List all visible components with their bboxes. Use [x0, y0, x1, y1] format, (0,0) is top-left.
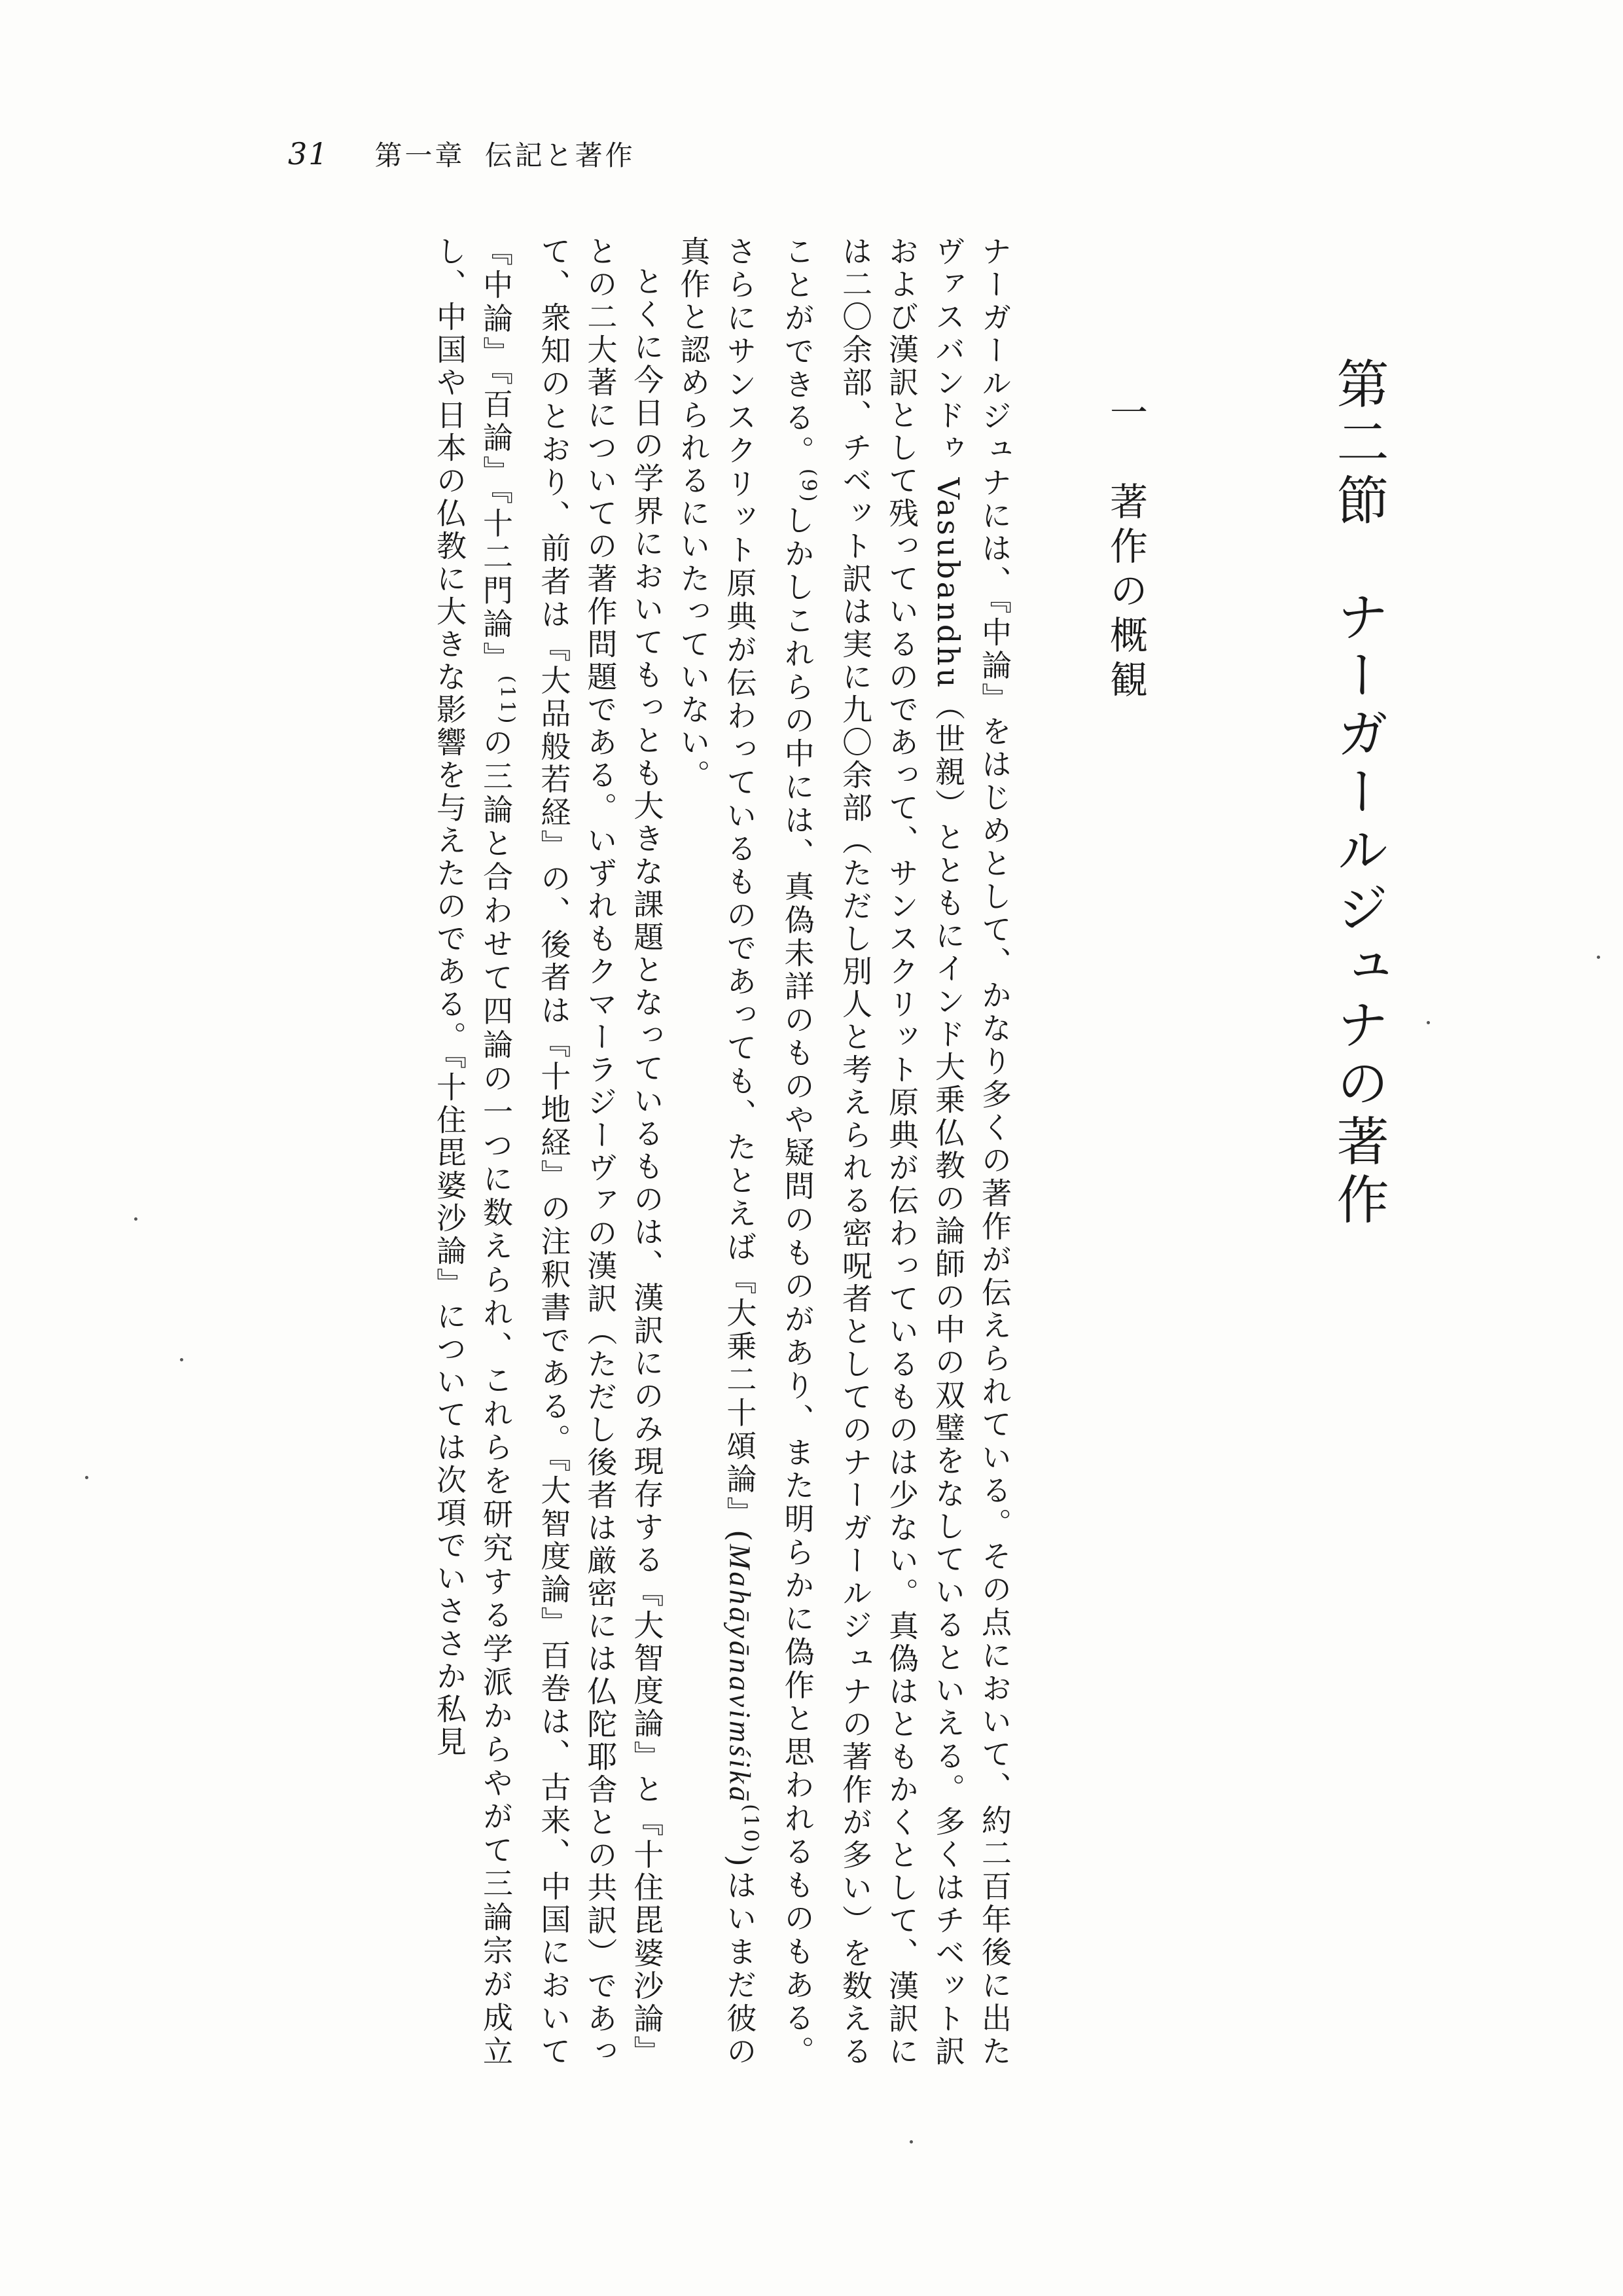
paragraph-2 — [426, 236, 669, 2068]
paragraph-2-text-1: とくに今日の学界においてもっとも大きな課題となっているものは、漢訳にのみ現存する『大智度論』と『十住毘婆沙論』との二大著についての著作問題である。いずれもクマーラジーヴァの漢訳（ただし後者は厳密には仏陀耶舎との共訳）であって、衆知のとおり、前者は『大品般若経』の、後者は『十地経』の注釈書である。『大智度論』百巻は、古来、中国において『中論』『百論』『十二門論』 — [478, 236, 665, 2069]
chapter-label: 第一章 — [374, 139, 465, 171]
scan-speck — [1597, 956, 1600, 959]
scan-speck — [910, 2140, 913, 2144]
scan-speck — [134, 1217, 137, 1221]
scan-speck — [1427, 1021, 1430, 1024]
scan-speck — [180, 1358, 183, 1361]
page-number: 31 — [288, 136, 329, 171]
paragraph-1-text-2: しかしこれらの中には、真偽未詳のものや疑問のものがあり、また明らかに偽作と思われるものもある。さらにサンスクリット原典が伝わっているものであっても、たとえば『大乗二十頌論』( — [722, 236, 815, 2069]
subsection-title: 一 著作の概観 — [1103, 393, 1148, 704]
note-ref-9: (9) — [797, 468, 820, 505]
section-title: 第二節 ナーガールジュナの著作 — [1328, 357, 1389, 1230]
paragraph-1-text-3: )はいまだ彼の真作と認められるにいたっていない。 — [675, 236, 758, 2069]
body-text — [265, 236, 1018, 2068]
scan-speck — [85, 1476, 88, 1479]
note-ref-11: (11) — [495, 675, 519, 726]
note-ref-10: (10) — [739, 1804, 762, 1855]
paragraph-2-text-2: の三論と合わせて四論の一つに数えられ、これらを研究する学派からやがて三論宗が成立し、中国や日本の仏教に大きな影響を与えたのである。『十住毘婆沙論』については次項でいささか私見 — [432, 236, 514, 2069]
paragraph-1 — [669, 236, 1018, 2068]
chapter-title: 伝記と著作 — [484, 139, 635, 171]
latin-title: Mahāyānavimśikā — [723, 1544, 757, 1804]
running-header — [288, 131, 635, 177]
paragraph-1-text-1: ナーガールジュナには、『中論』をはじめとして、かなり多くの著作が伝えられている。その点において、約二百年後に出たヴァスバンドゥ Vasubandhu（世親）とともにインド大乗仏教の論師の中の双璧をなしているといえる。多くはチベット訳および漢訳として残っているのであって、サンスクリット原典が伝わっているものは少ない。真偽はともかくとして、漢訳には二〇余部、チベット訳は実に九〇余部（ただし別人と考えられる密呪者としてのナーガールジュナの著作が多い）を数えることができる。 — [779, 236, 1012, 2068]
